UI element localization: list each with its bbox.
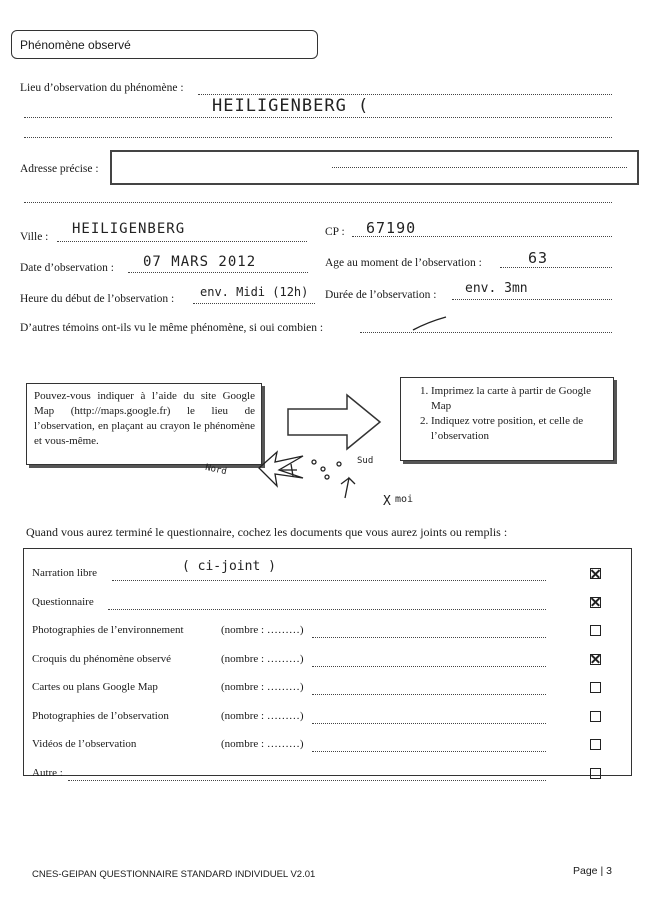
lieu-line-3 <box>24 137 612 138</box>
lieu-line-1 <box>198 94 612 95</box>
document-nombre: (nombre : ………) <box>221 738 304 750</box>
document-checkbox[interactable] <box>590 625 601 636</box>
document-row <box>24 732 631 761</box>
footer-form-name: CNES-GEIPAN QUESTIONNAIRE STANDARD INDIVIDUEL V2.01 <box>32 869 316 880</box>
document-label: Narration libre <box>32 567 98 579</box>
date-value: 07 MARS 2012 <box>143 254 257 270</box>
document-checkbox[interactable] <box>590 739 601 750</box>
document-row <box>24 675 631 704</box>
document-label: Questionnaire <box>32 595 94 608</box>
document-checkbox[interactable] <box>590 568 601 579</box>
document-checkbox[interactable] <box>590 768 601 779</box>
documents-box <box>23 548 632 779</box>
document-note: ( ci-joint ) <box>182 559 276 574</box>
document-row <box>24 647 631 676</box>
document-row <box>24 761 631 790</box>
document-nombre: (nombre : ………) <box>221 709 304 722</box>
section-title: Phénomène observé <box>20 38 131 52</box>
document-line <box>108 609 546 610</box>
document-line <box>312 694 546 695</box>
cp-value: 67190 <box>366 219 417 237</box>
document-label: Vidéos de l’observation <box>32 738 137 750</box>
document-checkbox[interactable] <box>590 711 601 722</box>
document-label: Photographies de l’observation <box>32 709 169 722</box>
lieu-value: HEILIGENBERG ( <box>212 96 370 116</box>
duree-label: Durée de l’observation : <box>325 289 437 301</box>
duree-value: env. 3mn <box>465 281 528 296</box>
document-row <box>24 561 631 590</box>
date-line <box>128 272 308 273</box>
document-line <box>68 780 546 781</box>
document-label: Photographies de l’environnement <box>32 624 184 636</box>
age-line <box>500 267 612 268</box>
document-label: Autre : <box>32 766 63 779</box>
heure-label: Heure du début de l’observation : <box>20 293 175 305</box>
adresse-redacted-box <box>110 150 639 185</box>
lieu-line-2 <box>24 117 612 118</box>
section-title-box <box>11 30 318 59</box>
cp-label: CP : <box>325 226 345 238</box>
document-checkbox[interactable] <box>590 597 601 608</box>
document-line <box>312 723 546 724</box>
document-row <box>24 590 631 619</box>
document-line <box>312 751 546 752</box>
instruction-1: 1. Imprimez la carte à partir de Google Map <box>431 384 607 414</box>
lieu-label: Lieu d’observation du phénomène : <box>20 82 184 94</box>
date-label: Date d’observation : <box>20 262 114 274</box>
document-line <box>312 637 546 638</box>
temoins-label: D’autres témoins ont-ils vu le même phénomène, si oui combien : <box>20 322 324 334</box>
duree-line <box>452 299 612 300</box>
footer-page: Page | 3 <box>573 865 612 877</box>
age-value: 63 <box>528 249 549 267</box>
document-checkbox[interactable] <box>590 654 601 665</box>
document-row <box>24 704 631 733</box>
documents-intro: Quand vous aurez terminé le questionnaire, cochez les documents que vous aurez joints ou remplis : <box>26 525 508 539</box>
ville-line <box>57 241 307 242</box>
instruction-2: 2. Indiquez votre position, et celle de l’observation <box>431 414 607 444</box>
sketch-moi: moi <box>395 494 414 505</box>
document-nombre: (nombre : ………) <box>221 624 304 636</box>
heure-value: env. Midi (12h) <box>200 285 309 299</box>
arrow-right-icon <box>285 391 385 451</box>
instructions-box <box>400 377 614 461</box>
heure-line <box>193 303 315 304</box>
document-nombre: (nombre : ………) <box>221 681 304 693</box>
document-label: Croquis du phénomène observé <box>32 652 171 665</box>
sketch-nord: Nord <box>204 462 228 478</box>
temoins-dash-mark <box>410 314 450 334</box>
document-line <box>312 666 546 667</box>
document-checkbox[interactable] <box>590 682 601 693</box>
document-row <box>24 618 631 647</box>
sketch-sud: Sud <box>357 456 374 466</box>
document-nombre: (nombre : ………) <box>221 652 304 665</box>
ville-label: Ville : <box>20 231 49 243</box>
document-line <box>112 580 546 581</box>
age-label: Age au moment de l’observation : <box>325 257 482 269</box>
ville-value: HEILIGENBERG <box>72 221 186 237</box>
adresse-label: Adresse précise : <box>20 163 99 175</box>
temoins-line <box>360 332 612 333</box>
instructions-list <box>401 378 613 444</box>
document-label: Cartes ou plans Google Map <box>32 681 158 693</box>
adresse-line-2 <box>24 202 612 203</box>
sketch-moi-mark: X <box>383 494 391 509</box>
map-instruction-text: Pouvez-vous indiquer à l’aide du site Google Map (http://maps.google.fr) le lieu de l’observation, en plaçant au crayon le phénomène et vous-même. <box>34 390 255 447</box>
